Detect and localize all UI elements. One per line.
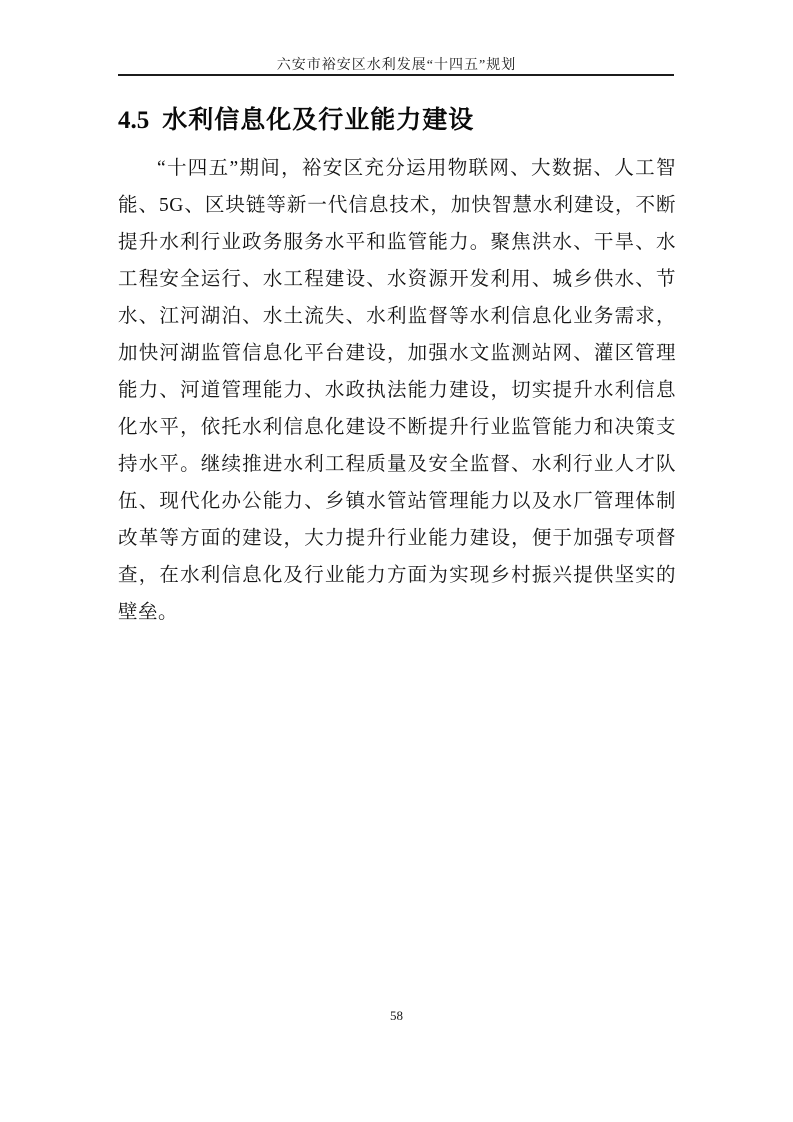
page-number: 58 [390,1008,403,1023]
header-rule [118,74,674,76]
section-heading [118,100,676,136]
section-number: 4.5 [118,107,150,134]
header-title: 六安市裕安区水利发展“十四五”规划 [276,58,517,73]
section-title: 水利信息化及行业能力建设 [162,106,475,134]
body-paragraph: “十四五”期间，裕安区充分运用物联网、大数据、人工智能、5G、区块链等新一代信息技术，加快智慧水利建设，不断提升水利行业政务服务水平和监管能力。聚焦洪水、干旱、水工程安全运行、水工程建设、水资源开发利用、城乡供水、节水、江河湖泊、水土流失、水利监督等水利信息化业务需求，加快河湖监管信息化平台建设，加强水文监测站网、灌区管理能力、河道管理能力、水政执法能力建设，切实提升水利信息化水平，依托水利信息化建设不断提升行业监管能力和决策支持水平。继续推进水利工程质量及安全监督、水利行业人才队伍、现代化办公能力、乡镇水管站管理能力以及水厂管理体制改革等方面的建设，大力提升行业能力建设，便于加强专项督查，在水利信息化及行业能力方面为实现乡村振兴提供坚实的壁垒。 [118,158,676,623]
